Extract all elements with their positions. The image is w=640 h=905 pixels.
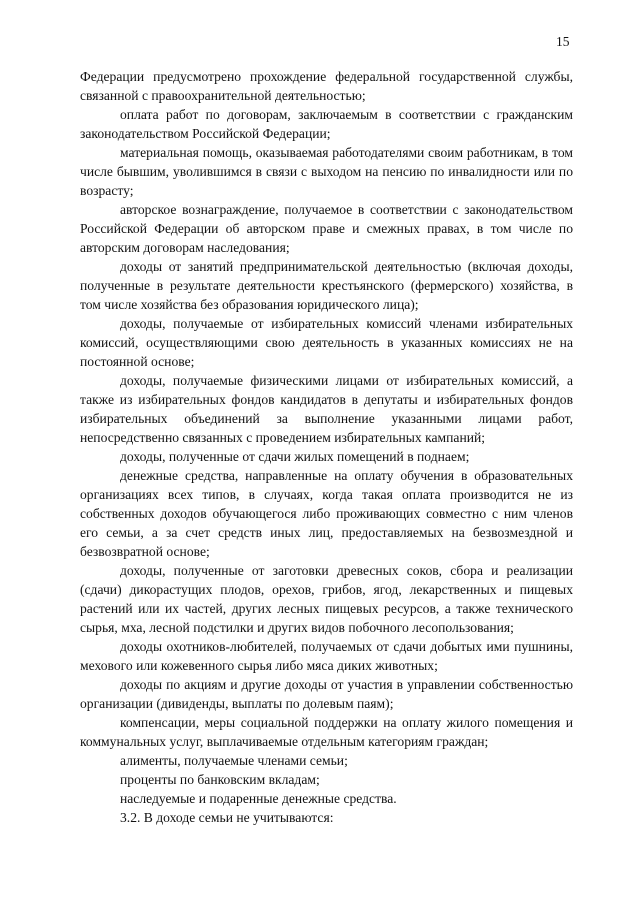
paragraph: доходы от занятий предпринимательской деятельностью (включая доходы, полученные в результате деятельности крестьянского (фермерского) хозяйства, в том числе хозяйства без образования юридического лица); [80,259,573,312]
paragraph: компенсации, меры социальной поддержки на оплату жилого помещения и коммунальных услуг, выплачиваемые отдельным категориям граждан; [80,715,573,749]
paragraph: доходы охотников-любителей, получаемых от сдачи добытых ими пушнины, мехового или кожевенного сырья либо мяса диких животных; [80,639,573,673]
paragraph: доходы, полученные от сдачи жилых помещений в поднаем; [120,449,470,464]
paragraph: доходы, получаемые физическими лицами от избирательных комиссий, а также из избирательных фондов кандидатов в депутаты и избирательных фондов избирательных объединений за выполнение указанными лицами работ, непосредственно связанных с проведением избирательных кампаний; [80,373,573,445]
paragraph: наследуемые и подаренные денежные средства. [120,791,397,806]
paragraph: доходы, полученные от заготовки древесных соков, сбора и реализации (сдачи) дикорастущих плодов, орехов, грибов, ягод, лекарственных и пищевых растений или их частей, других лесных пищевых ресурсов, а также технического сырья, мха, лесной подстилки и других видов побочного лесопользования; [80,563,573,635]
paragraph: проценты по банковским вкладам; [120,772,320,787]
document-body [80,67,573,827]
paragraph: доходы по акциям и другие доходы от участия в управлении собственностью организации (дивиденды, выплаты по долевым паям); [80,677,573,711]
paragraph: авторское вознаграждение, получаемое в соответствии с законодательством Российской Федерации об авторском праве и смежных правах, в том числе по авторским договорам наследования; [80,202,573,255]
paragraph: оплата работ по договорам, заключаемым в соответствии с гражданским законодательством Российской Федерации; [80,107,573,141]
page-number: 15 [556,34,570,49]
paragraph: доходы, получаемые от избирательных комиссий членами избирательных комиссий, осуществляющими свою деятельность в указанных комиссиях не на постоянной основе; [80,316,573,369]
paragraph: алименты, получаемые членами семьи; [120,753,348,768]
section-heading: 3.2. В доходе семьи не учитываются: [120,810,334,825]
paragraph: Федерации предусмотрено прохождение федеральной государственной службы, связанной с правоохранительной деятельностью; [80,69,573,103]
paragraph: материальная помощь, оказываемая работодателями своим работникам, в том числе бывшим, уволившимся в связи с выходом на пенсию по инвалидности или по возрасту; [80,145,573,198]
paragraph: денежные средства, направленные на оплату обучения в образовательных организациях всех типов, в случаях, когда такая оплата производится не из собственных доходов обучающегося либо проживающих совместно с ним членов его семьи, а за счет средств иных лиц, предоставляемых на безвозмездной и безвозвратной основе; [80,468,573,559]
